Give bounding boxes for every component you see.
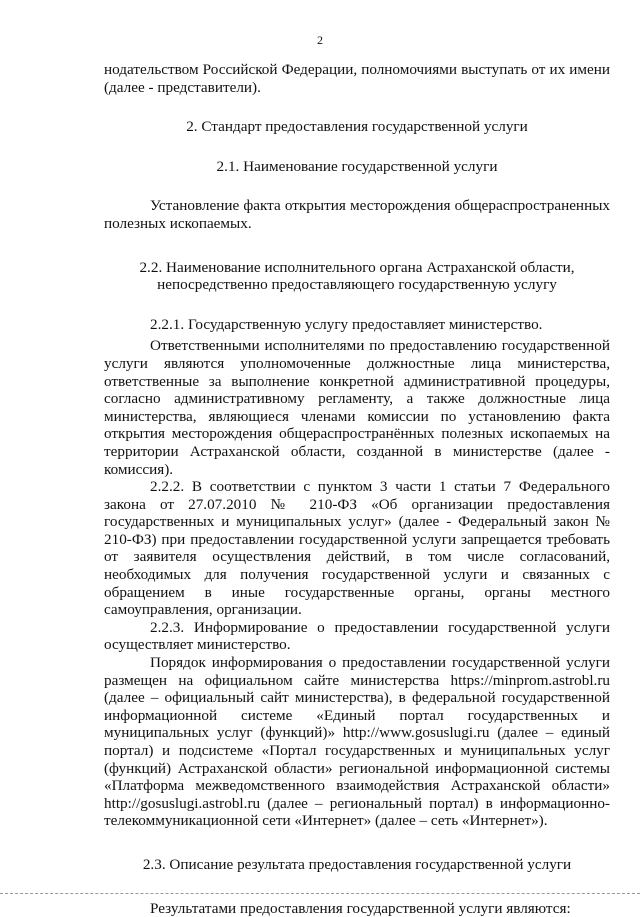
paragraph-continuation: нодательством Российской Федерации, полномочиями выступать от их имени (далее - представители). [104,61,610,96]
section-heading-2-3: 2.3. Описание результата предоставления государственной услуги [142,855,572,873]
paragraph-2-2-2: 2.2.2. В соответствии с пунктом 3 части 1 статьи 7 Федерального закона от 27.07.2010 № 210-ФЗ «Об организации предоставления государственных и муниципальных услуг» (далее - Федеральный закон № 210-ФЗ) при предоставлении государственной услуги запрещается требовать от заявителя осуществления действий, в том числе согласований, необходимых для получения государственной услуги и связанных с обращением в иные государственные органы, органы местного самоуправления, организации. [104,478,610,619]
section-heading-2-2: 2.2. Наименование исполнительного органа Астраханской области, непосредственно предоставляющего государственную услугу [139,258,575,294]
scan-edge-line [0,893,640,894]
paragraph-2-2-3: 2.2.3. Информирование о предоставлении государственной услуги осуществляет министерство. [104,618,610,654]
section-heading-2: 2. Стандарт предоставления государственной услуги [186,118,528,136]
paragraph-2-2-1: 2.2.1. Государственную услугу предоставляет министерство. [150,315,543,333]
paragraph-2-3: Результатами предоставления государственной услуги являются: [150,899,571,917]
paragraph-2-2-1-responsible: Ответственными исполнителями по предоставлению государственной услуги являются уполномоченные должностные лица министерства, ответственные за выполнение конкретной административной процедуры, согласно административному регламенту, а также должностные лица министерства, являющиеся членами комиссии по установлению факта открытия месторождения общераспространённых полезных ископаемых на территории Астраханской области, созданной в министерстве (далее - комиссия). [104,337,610,478]
section-heading-2-1: 2.1. Наименование государственной услуги [216,157,498,175]
paragraph-2-1: Установление факта открытия месторождения общераспространенных полезных ископаемых. [104,197,610,232]
paragraph-2-2-3-order: Порядок информирования о предоставлении государственной услуги размещен на официальном сайте министерства https://minprom.astrobl.ru (далее – официальный сайт министерства), в федеральной государственной информационной системе «Единый портал государственных и муниципальных услуг (функций)» http://www.gosuslugi.ru (далее – единый портал) и подсистеме «Портал государственных и муниципальных услуг (функций) Астраханской области» региональной информационной системы «Платформа межведомственного взаимодействия Астраханской области» http://gosuslugi.astrobl.ru (далее – региональный портал) в информационно-телекоммуникационной сети «Интернет» (далее – сеть «Интернет»). [104,654,610,830]
document-body [104,61,610,917]
page-number: 2 [317,33,323,47]
